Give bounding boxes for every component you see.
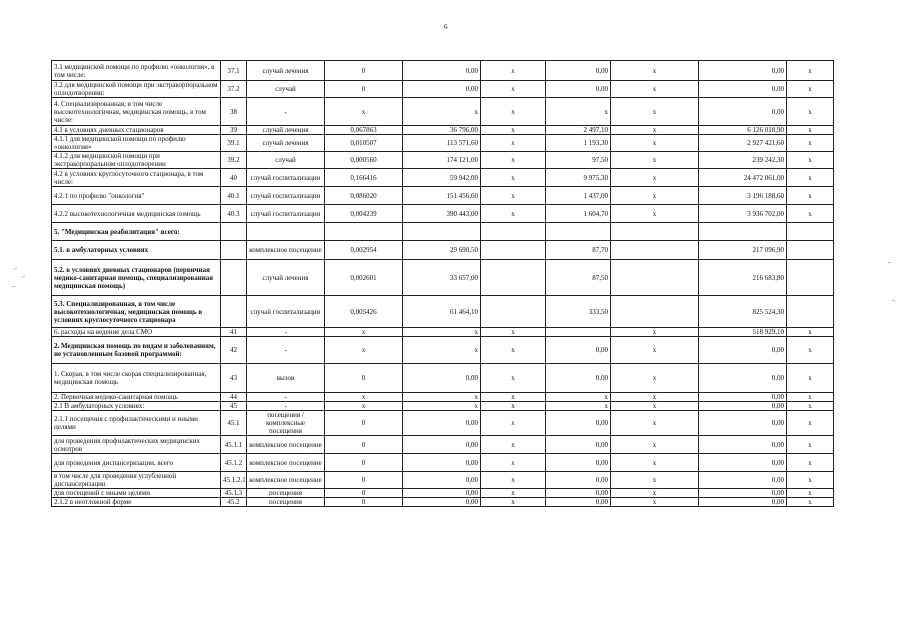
scan-speck [14,268,17,269]
cell-cost-oms: 0,00 [699,337,787,364]
cell-percap-budget: х [481,135,546,152]
data-table [51,60,834,507]
cell-code: 39.2 [221,152,247,169]
cell-percap-oms: 1 604,70 [546,205,611,223]
cell-cost-oms: 0,00 [699,411,787,436]
cell-unit: случай госпитализации [247,187,325,205]
cell-name: 4.1.1 для медицинской помощи по профилю «онкология» [52,135,221,152]
table-row [52,411,834,436]
cell-percap-oms: 0,00 [546,81,611,98]
cell-percent: х [787,187,834,205]
cell-name: 6. расходы на ведение дела СМО [52,328,221,337]
cell-unit [247,223,325,241]
cell-cost-budget: х [611,364,699,393]
cell-percent: х [787,81,834,98]
cell-code: 37.2 [221,81,247,98]
cell-norm-cost: 29 690,50 [403,241,481,260]
cell-percent: х [787,411,834,436]
cell-percap-oms [546,328,611,337]
cell-cost-budget: х [611,152,699,169]
cell-cost-budget: х [611,205,699,223]
cell-percap-budget: х [481,393,546,402]
cell-unit: случай лечения [247,135,325,152]
cell-percap-budget: х [481,337,546,364]
cell-unit: случай лечения [247,260,325,296]
cell-unit: посещения [247,489,325,498]
cell-code: 39 [221,126,247,135]
cell-cost-budget: х [611,61,699,81]
cell-cost-budget: х [611,402,699,411]
cell-norm-cost: х [403,337,481,364]
cell-cost-budget: х [611,454,699,472]
cell-code: 38 [221,98,247,126]
scan-speck [12,286,15,287]
cell-norm-volume: 0,010507 [325,135,403,152]
cell-percent: х [787,337,834,364]
table-row [52,81,834,98]
cell-percap-budget: х [481,81,546,98]
cell-name: 4.1.2 для медицинской помощи при экстракорпоральном оплодотворении [52,152,221,169]
table-row [52,364,834,393]
cell-percent [787,241,834,260]
cell-norm-volume: х [325,328,403,337]
table-row [52,205,834,223]
cell-code [221,241,247,260]
cell-cost-oms: 0,00 [699,489,787,498]
cell-norm-volume: х [325,393,403,402]
cell-norm-volume: 0 [325,489,403,498]
cell-percent: х [787,169,834,187]
cell-norm-volume: 0 [325,61,403,81]
cell-cost-oms: 825 524,30 [699,296,787,328]
cell-name: 1. Скорая, в том числе скорая специализированная, медицинская помощь [52,364,221,393]
cell-unit: случай [247,81,325,98]
cell-code: 45.1 [221,411,247,436]
cell-cost-budget: х [611,472,699,489]
cell-cost-oms: 217 096,90 [699,241,787,260]
cell-percap-budget: х [481,328,546,337]
cell-percap-oms: 0,00 [546,411,611,436]
cell-percap-oms: 0,00 [546,364,611,393]
cell-unit: вызов [247,364,325,393]
cell-norm-volume: 0,002954 [325,241,403,260]
cell-norm-volume: х [325,402,403,411]
cell-name: 2.1.1 посещения с профилактическими и иными целями [52,411,221,436]
cell-percap-oms: 0,00 [546,337,611,364]
table-row [52,98,834,126]
cell-code: 40 [221,169,247,187]
cell-unit: случай госпитализации [247,296,325,328]
cell-percent: х [787,402,834,411]
cell-name: для проведения диспансеризации, всего [52,454,221,472]
cell-norm-cost [403,223,481,241]
cell-code: 40.3 [221,205,247,223]
cell-unit: случай госпитализации [247,169,325,187]
cell-name: 4. Специализированная, в том числе высокотехнологичная, медицинская помощь, в том числе: [52,98,221,126]
cell-cost-oms: 0,00 [699,61,787,81]
cell-cost-budget [611,241,699,260]
cell-cost-budget: х [611,498,699,507]
cell-percap-budget: х [481,472,546,489]
cell-norm-cost: 0,00 [403,498,481,507]
cell-code: 41 [221,328,247,337]
cell-percent: х [787,205,834,223]
cell-cost-budget: х [611,98,699,126]
cell-cost-budget: х [611,81,699,98]
cell-unit: посещения [247,498,325,507]
cell-norm-cost: х [403,98,481,126]
cell-name: 3.1 медицинской помощи по профилю «онкология», в том числе: [52,61,221,81]
cell-percap-oms: х [546,98,611,126]
cell-percap-budget: х [481,364,546,393]
table-row [52,296,834,328]
cell-cost-budget: х [611,328,699,337]
cell-norm-cost: 0,00 [403,489,481,498]
table-row [52,187,834,205]
cell-percent: х [787,454,834,472]
cell-norm-volume: 0 [325,81,403,98]
cell-unit: случай госпитализации [247,205,325,223]
cell-norm-cost: 0,00 [403,364,481,393]
cell-unit: - [247,393,325,402]
scan-speck [892,300,895,301]
cell-norm-volume: 0,002601 [325,260,403,296]
cell-percap-budget: х [481,98,546,126]
table-row [52,454,834,472]
cell-percent: х [787,135,834,152]
cell-norm-volume: 0 [325,436,403,454]
cell-percap-oms: 97,50 [546,152,611,169]
cell-name: для посещений с иными целями [52,489,221,498]
cell-percap-budget: х [481,489,546,498]
cell-unit: комплексное посещение [247,241,325,260]
cell-percap-oms: 87,50 [546,260,611,296]
cell-cost-budget: х [611,337,699,364]
cell-unit: случай лечения [247,126,325,135]
cell-percap-oms: х [546,402,611,411]
table-row [52,126,834,135]
cell-norm-cost: 390 443,00 [403,205,481,223]
cell-percap-budget: х [481,402,546,411]
cell-code: 45 [221,402,247,411]
cell-cost-oms: 0,00 [699,393,787,402]
cell-norm-volume: 0,005426 [325,296,403,328]
cell-cost-oms: 0,00 [699,81,787,98]
cell-percap-oms: 0,00 [546,472,611,489]
cell-percap-oms: 87,70 [546,241,611,260]
cell-name: 4.2.1 по профилю "онкология" [52,187,221,205]
table-row [52,152,834,169]
cell-code: 42 [221,337,247,364]
table-row [52,337,834,364]
cell-percap-budget: х [481,169,546,187]
cell-percent: х [787,364,834,393]
cell-cost-budget: х [611,169,699,187]
cell-percap-oms: 0,00 [546,454,611,472]
table-row [52,169,834,187]
cell-name: 4.2.2 высокотехнологичная медицинская помощь [52,205,221,223]
cell-code [221,223,247,241]
cell-cost-oms: 518 929,10 [699,328,787,337]
cell-percap-budget: х [481,205,546,223]
cell-code: 45.1.3 [221,489,247,498]
cell-percap-oms: 0,00 [546,498,611,507]
cell-name: 5.2. в условиях дневных стационаров (первичная медико-санитарная помощь, специализированная медицинская помощь) [52,260,221,296]
cell-code: 45.1.1 [221,436,247,454]
cell-unit: - [247,402,325,411]
cell-percent [787,223,834,241]
cell-norm-volume: 0 [325,364,403,393]
cell-norm-volume: 0,000560 [325,152,403,169]
cell-percap-oms: х [546,393,611,402]
cell-name: 4.1 в условиях дневных стационаров [52,126,221,135]
cell-code: 45.1.2 [221,454,247,472]
cell-name: 2. Первичная медико-санитарная помощь [52,393,221,402]
cell-unit: посещения / комплексные посещения [247,411,325,436]
cell-percap-budget: х [481,152,546,169]
cell-cost-oms: 0,00 [699,472,787,489]
cell-percap-budget: х [481,498,546,507]
table-row [52,328,834,337]
cell-name: 4.2 в условиях круглосуточного стационара, в том числе: [52,169,221,187]
cell-norm-cost: 0,00 [403,436,481,454]
cell-norm-cost: 151 456,60 [403,187,481,205]
cell-percent: х [787,98,834,126]
cell-unit: случай [247,152,325,169]
cell-percap-budget [481,223,546,241]
cell-norm-volume: 0 [325,411,403,436]
table-row [52,241,834,260]
cell-cost-oms: 0,00 [699,364,787,393]
cell-percent: х [787,61,834,81]
cell-percap-oms: 1 193,30 [546,135,611,152]
cell-percent: х [787,489,834,498]
scan-speck [888,262,891,263]
cell-percent: х [787,126,834,135]
cell-unit: случай лечения [247,61,325,81]
cell-cost-budget [611,260,699,296]
cell-cost-oms: 0,00 [699,454,787,472]
cell-norm-volume: 0,067863 [325,126,403,135]
cell-norm-cost: 0,00 [403,81,481,98]
cell-percap-oms [546,223,611,241]
cell-norm-volume: 0,004239 [325,205,403,223]
cell-code: 40.1 [221,187,247,205]
cell-cost-oms: 239 242,30 [699,152,787,169]
cell-percent: х [787,393,834,402]
cell-norm-volume: х [325,98,403,126]
cell-cost-oms: 3 196 188,60 [699,187,787,205]
cell-cost-oms: 0,00 [699,402,787,411]
cell-cost-oms: 24 472 061,00 [699,169,787,187]
cell-cost-oms: 0,00 [699,498,787,507]
cell-cost-budget: х [611,411,699,436]
cell-cost-oms [699,223,787,241]
cell-cost-budget: х [611,436,699,454]
cell-norm-cost: 0,00 [403,472,481,489]
cell-norm-cost: 113 571,60 [403,135,481,152]
cell-cost-budget: х [611,393,699,402]
cell-norm-cost: х [403,328,481,337]
cell-cost-budget [611,296,699,328]
table-row [52,402,834,411]
cell-norm-volume [325,223,403,241]
table-row [52,393,834,402]
table-row [52,260,834,296]
cell-norm-volume: 0,086020 [325,187,403,205]
cell-percap-oms: 333,50 [546,296,611,328]
scan-speck [22,276,25,277]
cell-percap-oms: 0,00 [546,489,611,498]
cell-code: 44 [221,393,247,402]
cell-name: 5.3. Специализированная, в том числе высокотехнологичная, медицинская помощь в условиях круглосуточного стационара [52,296,221,328]
cell-percap-oms: 0,00 [546,436,611,454]
table-row [52,498,834,507]
cell-code: 39.1 [221,135,247,152]
cell-norm-volume: х [325,337,403,364]
cell-cost-budget: х [611,126,699,135]
cell-code [221,296,247,328]
cell-code: 43 [221,364,247,393]
cell-norm-cost: 0,00 [403,61,481,81]
cell-code [221,260,247,296]
cell-percap-oms: 1 437,00 [546,187,611,205]
cell-code: 45.1.2.1 [221,472,247,489]
cell-percap-budget: х [481,61,546,81]
cell-unit: - [247,98,325,126]
cell-norm-volume: 0 [325,472,403,489]
table-row [52,472,834,489]
cell-norm-cost: 36 796,00 [403,126,481,135]
cell-unit: комплексное посещение [247,436,325,454]
cell-norm-cost: х [403,402,481,411]
cell-name: 3.2 для медицинской помощи при экстракорпоральном оплодотворении: [52,81,221,98]
cell-norm-cost: 0,00 [403,411,481,436]
cell-percent: х [787,498,834,507]
cell-cost-oms: 6 126 018,90 [699,126,787,135]
cell-percap-oms: 2 497,10 [546,126,611,135]
cell-percent [787,260,834,296]
table-row [52,61,834,81]
cell-percent: х [787,328,834,337]
cell-unit: - [247,337,325,364]
cell-unit: - [247,328,325,337]
cell-name: 2.1 В амбулаторных условиях: [52,402,221,411]
cell-cost-budget [611,223,699,241]
cell-percap-budget: х [481,411,546,436]
cell-norm-volume: 0 [325,454,403,472]
cell-cost-budget: х [611,187,699,205]
table-body [52,61,834,507]
table-row [52,135,834,152]
table-row [52,223,834,241]
cell-percent [787,296,834,328]
table-row [52,436,834,454]
cell-cost-oms: 0,00 [699,436,787,454]
cell-percent: х [787,472,834,489]
cell-code: 45.2 [221,498,247,507]
cell-percap-budget [481,241,546,260]
cell-norm-cost: х [403,393,481,402]
cell-percap-budget [481,260,546,296]
cell-percap-budget: х [481,454,546,472]
cell-name: 5.1. в амбулаторных условиях [52,241,221,260]
cell-percap-oms: 9 975,30 [546,169,611,187]
cell-percap-oms: 0,00 [546,61,611,81]
cell-norm-cost: 59 942,00 [403,169,481,187]
cell-unit: комплексное посещение [247,472,325,489]
cell-percap-budget: х [481,126,546,135]
cell-percap-budget: х [481,436,546,454]
cell-norm-cost: 33 657,00 [403,260,481,296]
cell-percent: х [787,436,834,454]
cell-cost-oms: 2 927 421,60 [699,135,787,152]
cell-percent: х [787,152,834,169]
cell-percap-budget [481,296,546,328]
table-row [52,489,834,498]
cell-cost-budget: х [611,135,699,152]
cell-norm-volume: 0,166416 [325,169,403,187]
cell-name: 5. "Медицинская реабилитация" всего: [52,223,221,241]
cell-name: в том числе для проведения углубленной диспансеризации [52,472,221,489]
cell-code: 37.1 [221,61,247,81]
cell-norm-cost: 174 121,00 [403,152,481,169]
cell-name: 2.1.2 в неотложной форме [52,498,221,507]
cell-name: для проведения профилактических медицинских осмотров [52,436,221,454]
cell-name: 2. Медицинская помощь по видам и заболеваниям, не установленным базовой программой: [52,337,221,364]
page-number: 6 [444,23,448,31]
cell-cost-oms: 216 683,80 [699,260,787,296]
cell-norm-volume: 0 [325,498,403,507]
cell-cost-oms: 3 936 702,00 [699,205,787,223]
cell-norm-cost: 61 464,10 [403,296,481,328]
cell-unit: комплексное посещение [247,454,325,472]
cell-cost-oms: 0,00 [699,98,787,126]
cell-norm-cost: 0,00 [403,454,481,472]
cell-cost-budget: х [611,489,699,498]
cell-percap-budget: х [481,187,546,205]
